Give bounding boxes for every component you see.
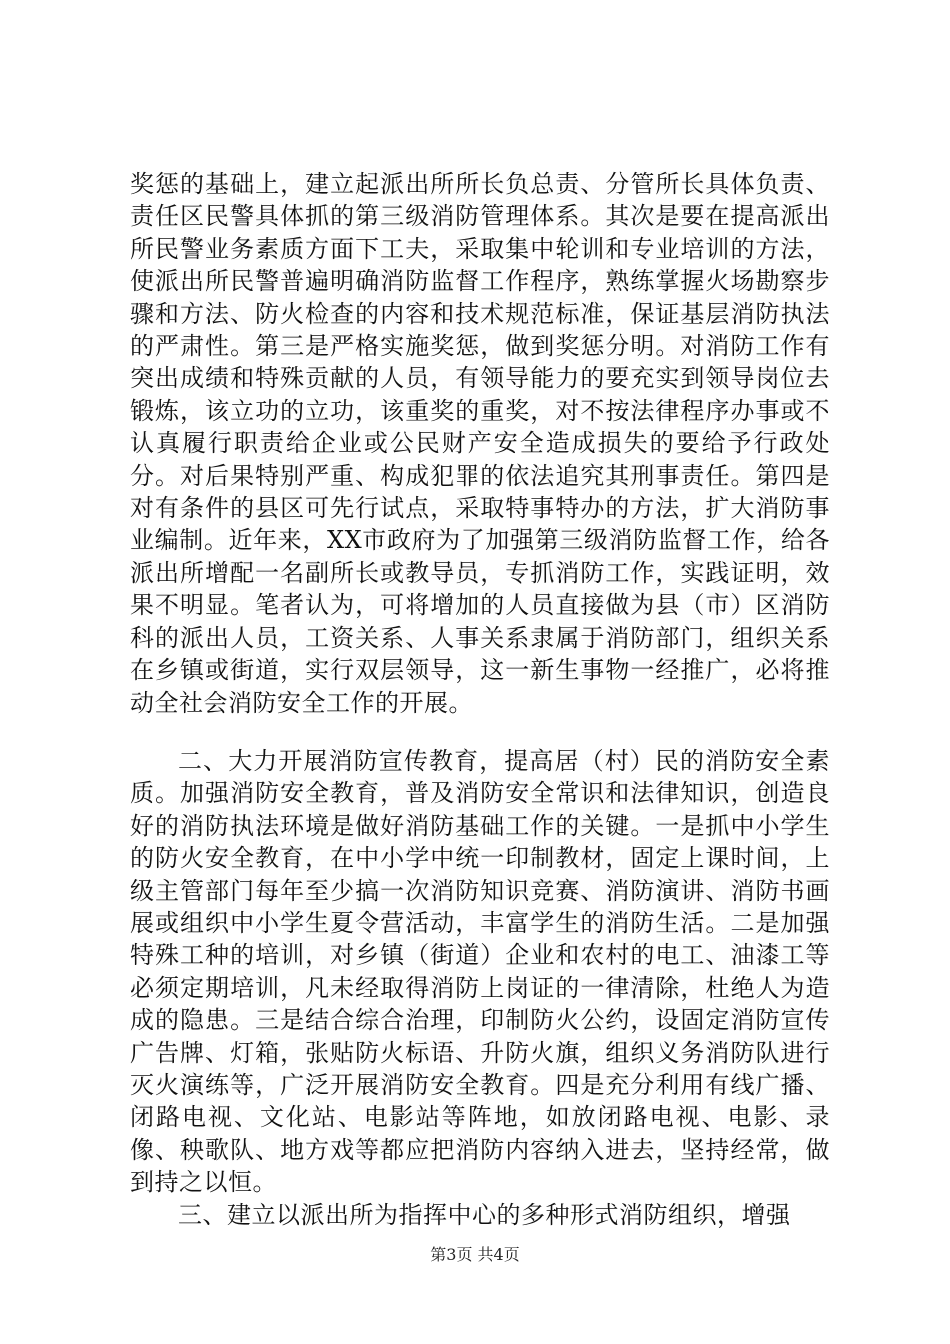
paragraph-2: 二、大力开展消防宣传教育，提高居（村）民的消防安全素质。加强消防安全教育，普及消防安全常识和法律知识，创造良好的消防执法环境是做好消防基础工作的关键。一是抓中小学生的防火安全教育，在中小学中统一印制教材，固定上课时间，上级主管部门每年至少搞一次消防知识竞赛、消防演讲、消防书画展或组织中小学生夏令营活动，丰富学生的消防生活。二是加强特殊工种的培训，对乡镇（街道）企业和农村的电工、油漆工等必须定期培训，凡未经取得消防上岗证的一律清除，杜绝人为造成的隐患。三是结合综合治理，印制防火公约，设固定消防宣传广告牌、灯箱，张贴防火标语、升防火旗，组织义务消防队进行灭火演练等，广泛开展消防安全教育。四是充分利用有线广播、闭路电视、文化站、电影站等阵地，如放闭路电视、电影、录像、秧歌队、地方戏等都应把消防内容纳入进去，坚持经常，做到持之以恒。 — [130, 746, 830, 1197]
paragraph-spacer — [130, 719, 830, 745]
page-footer: 第3页 共4页 — [430, 1245, 520, 1264]
paragraph-3: 三、建立以派出所为指挥中心的多种形式消防组织，增强 — [178, 1200, 791, 1229]
document-body — [130, 168, 830, 1231]
paragraph-1: 奖惩的基础上，建立起派出所所长负总责、分管所长具体负责、责任区民警具体抓的第三级消防管理体系。其次是要在提高派出所民警业务素质方面下工夫，采取集中轮训和专业培训的方法，使派出所民警普遍明确消防监督工作程序，熟练掌握火场勘察步骤和方法、防火检查的内容和技术规范标准，保证基层消防执法的严肃性。第三是严格实施奖惩，做到奖惩分明。对消防工作有突出成绩和特殊贡献的人员，有领导能力的要充实到领导岗位去锻炼，该立功的立功，该重奖的重奖，对不按法律程序办事或不认真履行职责给企业或公民财产安全造成损失的要给予行政处分。对后果特别严重、构成犯罪的依法追究其刑事责任。第四是对有条件的县区可先行试点，采取特事特办的方法，扩大消防事业编制。近年来，XX市政府为了加强第三级消防监督工作，给各派出所增配一名副所长或教导员，专抓消防工作，实践证明，效果不明显。笔者认为，可将增加的人员直接做为县（市）区消防科的派出人员，工资关系、人事关系隶属于消防部门，组织关系在乡镇或街道，实行双层领导，这一新生事物一经推广，必将推动全社会消防安全工作的开展。 — [130, 170, 830, 717]
